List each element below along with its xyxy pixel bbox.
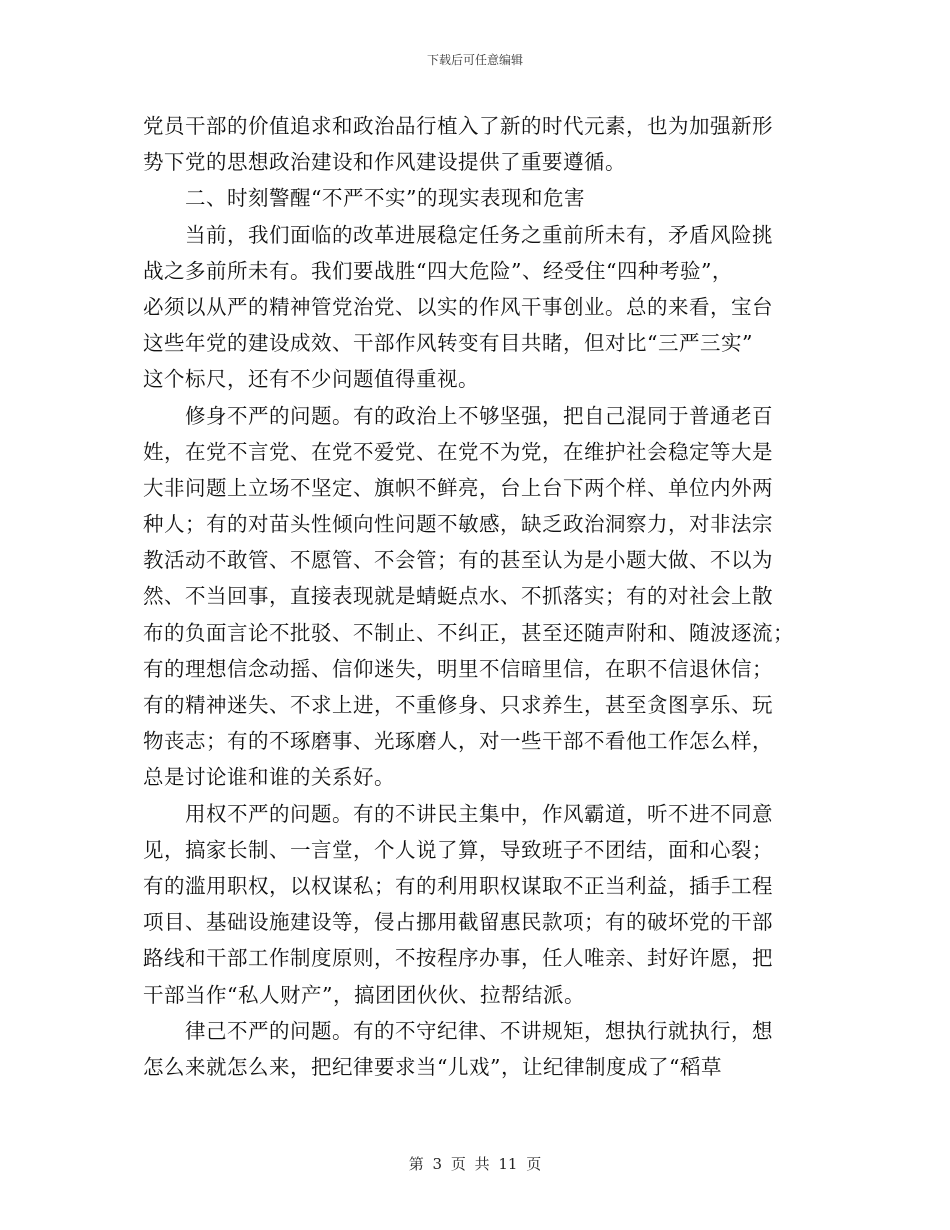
paragraph-first-line: 用权不严的问题。有的不讲民主集中，作风霸道，听不进不同意 [185, 801, 773, 826]
text-line: 有的理想信念动摇、信仰迷失，明里不信暗里信，在职不信退休信； [143, 656, 773, 681]
text-line: 怎么来就怎么来，把纪律要求当“儿戏”，让纪律制度成了“稻草 [143, 1054, 722, 1079]
text-line: 这些年党的建设成效、干部作风转变有目共睹，但对比“三严三实” [143, 331, 753, 356]
text-line: 有的滥用职权，以权谋私；有的利用职权谋取不正当利益，插手工程 [143, 873, 773, 898]
paragraph-first-line: 修身不严的问题。有的政治上不够坚强，把自己混同于普通老百 [185, 403, 773, 428]
text-line: 然、不当回事，直接表现就是蜻蜓点水、不抓落实；有的对社会上散 [143, 584, 773, 609]
paragraph-first-line: 当前，我们面临的改革进展稳定任务之重前所未有，矛盾风险挑 [185, 222, 773, 247]
text-line: 势下党的思想政治建设和作风建设提供了重要遵循。 [143, 150, 626, 175]
document-body [143, 108, 813, 1085]
text-line: 路线和干部工作制度原则，不按程序办事，任人唯亲、封好许愿，把 [143, 946, 773, 971]
text-line: 这个标尺，还有不少问题值得重视。 [143, 367, 479, 392]
text-line: 姓，在党不言党、在党不爱党、在党不为党，在维护社会稳定等大是 [143, 439, 773, 464]
text-line: 总是讨论谁和谁的关系好。 [143, 765, 395, 790]
paragraph-first-line: 律己不严的问题。有的不守纪律、不讲规矩，想执行就执行，想 [185, 1018, 773, 1043]
text-line: 种人；有的对苗头性倾向性问题不敏感，缺乏政治洞察力，对非法宗 [143, 512, 773, 537]
page-header: 下载后可任意编辑 [426, 53, 523, 67]
text-line: 大非问题上立场不坚定、旗帜不鲜亮，台上台下两个样、单位内外两 [143, 475, 773, 500]
text-line: 教活动不敢管、不愿管、不会管；有的甚至认为是小题大做、不以为 [143, 548, 773, 573]
page-number-footer: 第 3 页 共 11 页 [408, 1155, 542, 1173]
text-line: 项目、基础设施建设等，侵占挪用截留惠民款项；有的破坏党的干部 [143, 910, 773, 935]
section-heading: 二、时刻警醒“不严不实”的现实表现和危害 [185, 186, 585, 211]
text-line: 布的负面言论不批驳、不制止、不纠正，甚至还随声附和、随波逐流； [143, 620, 794, 645]
text-line: 战之多前所未有。我们要战胜“四大危险”、经受住“四种考验”， [143, 258, 733, 283]
text-line: 见，搞家长制、一言堂，个人说了算，导致班子不团结，面和心裂； [143, 837, 773, 862]
text-line: 物丧志；有的不琢磨事、光琢磨人，对一些干部不看他工作怎么样， [143, 729, 773, 754]
text-line: 党员干部的价值追求和政治品行植入了新的时代元素，也为加强新形 [143, 114, 773, 138]
text-line: 必须以从严的精神管党治党、以实的作风干事创业。总的来看，宝台 [143, 294, 773, 319]
text-line: 有的精神迷失、不求上进，不重修身、只求养生，甚至贪图享乐、玩 [143, 693, 773, 717]
text-line: 干部当作“私人财产”，搞团团伙伙、拉帮结派。 [143, 982, 585, 1007]
